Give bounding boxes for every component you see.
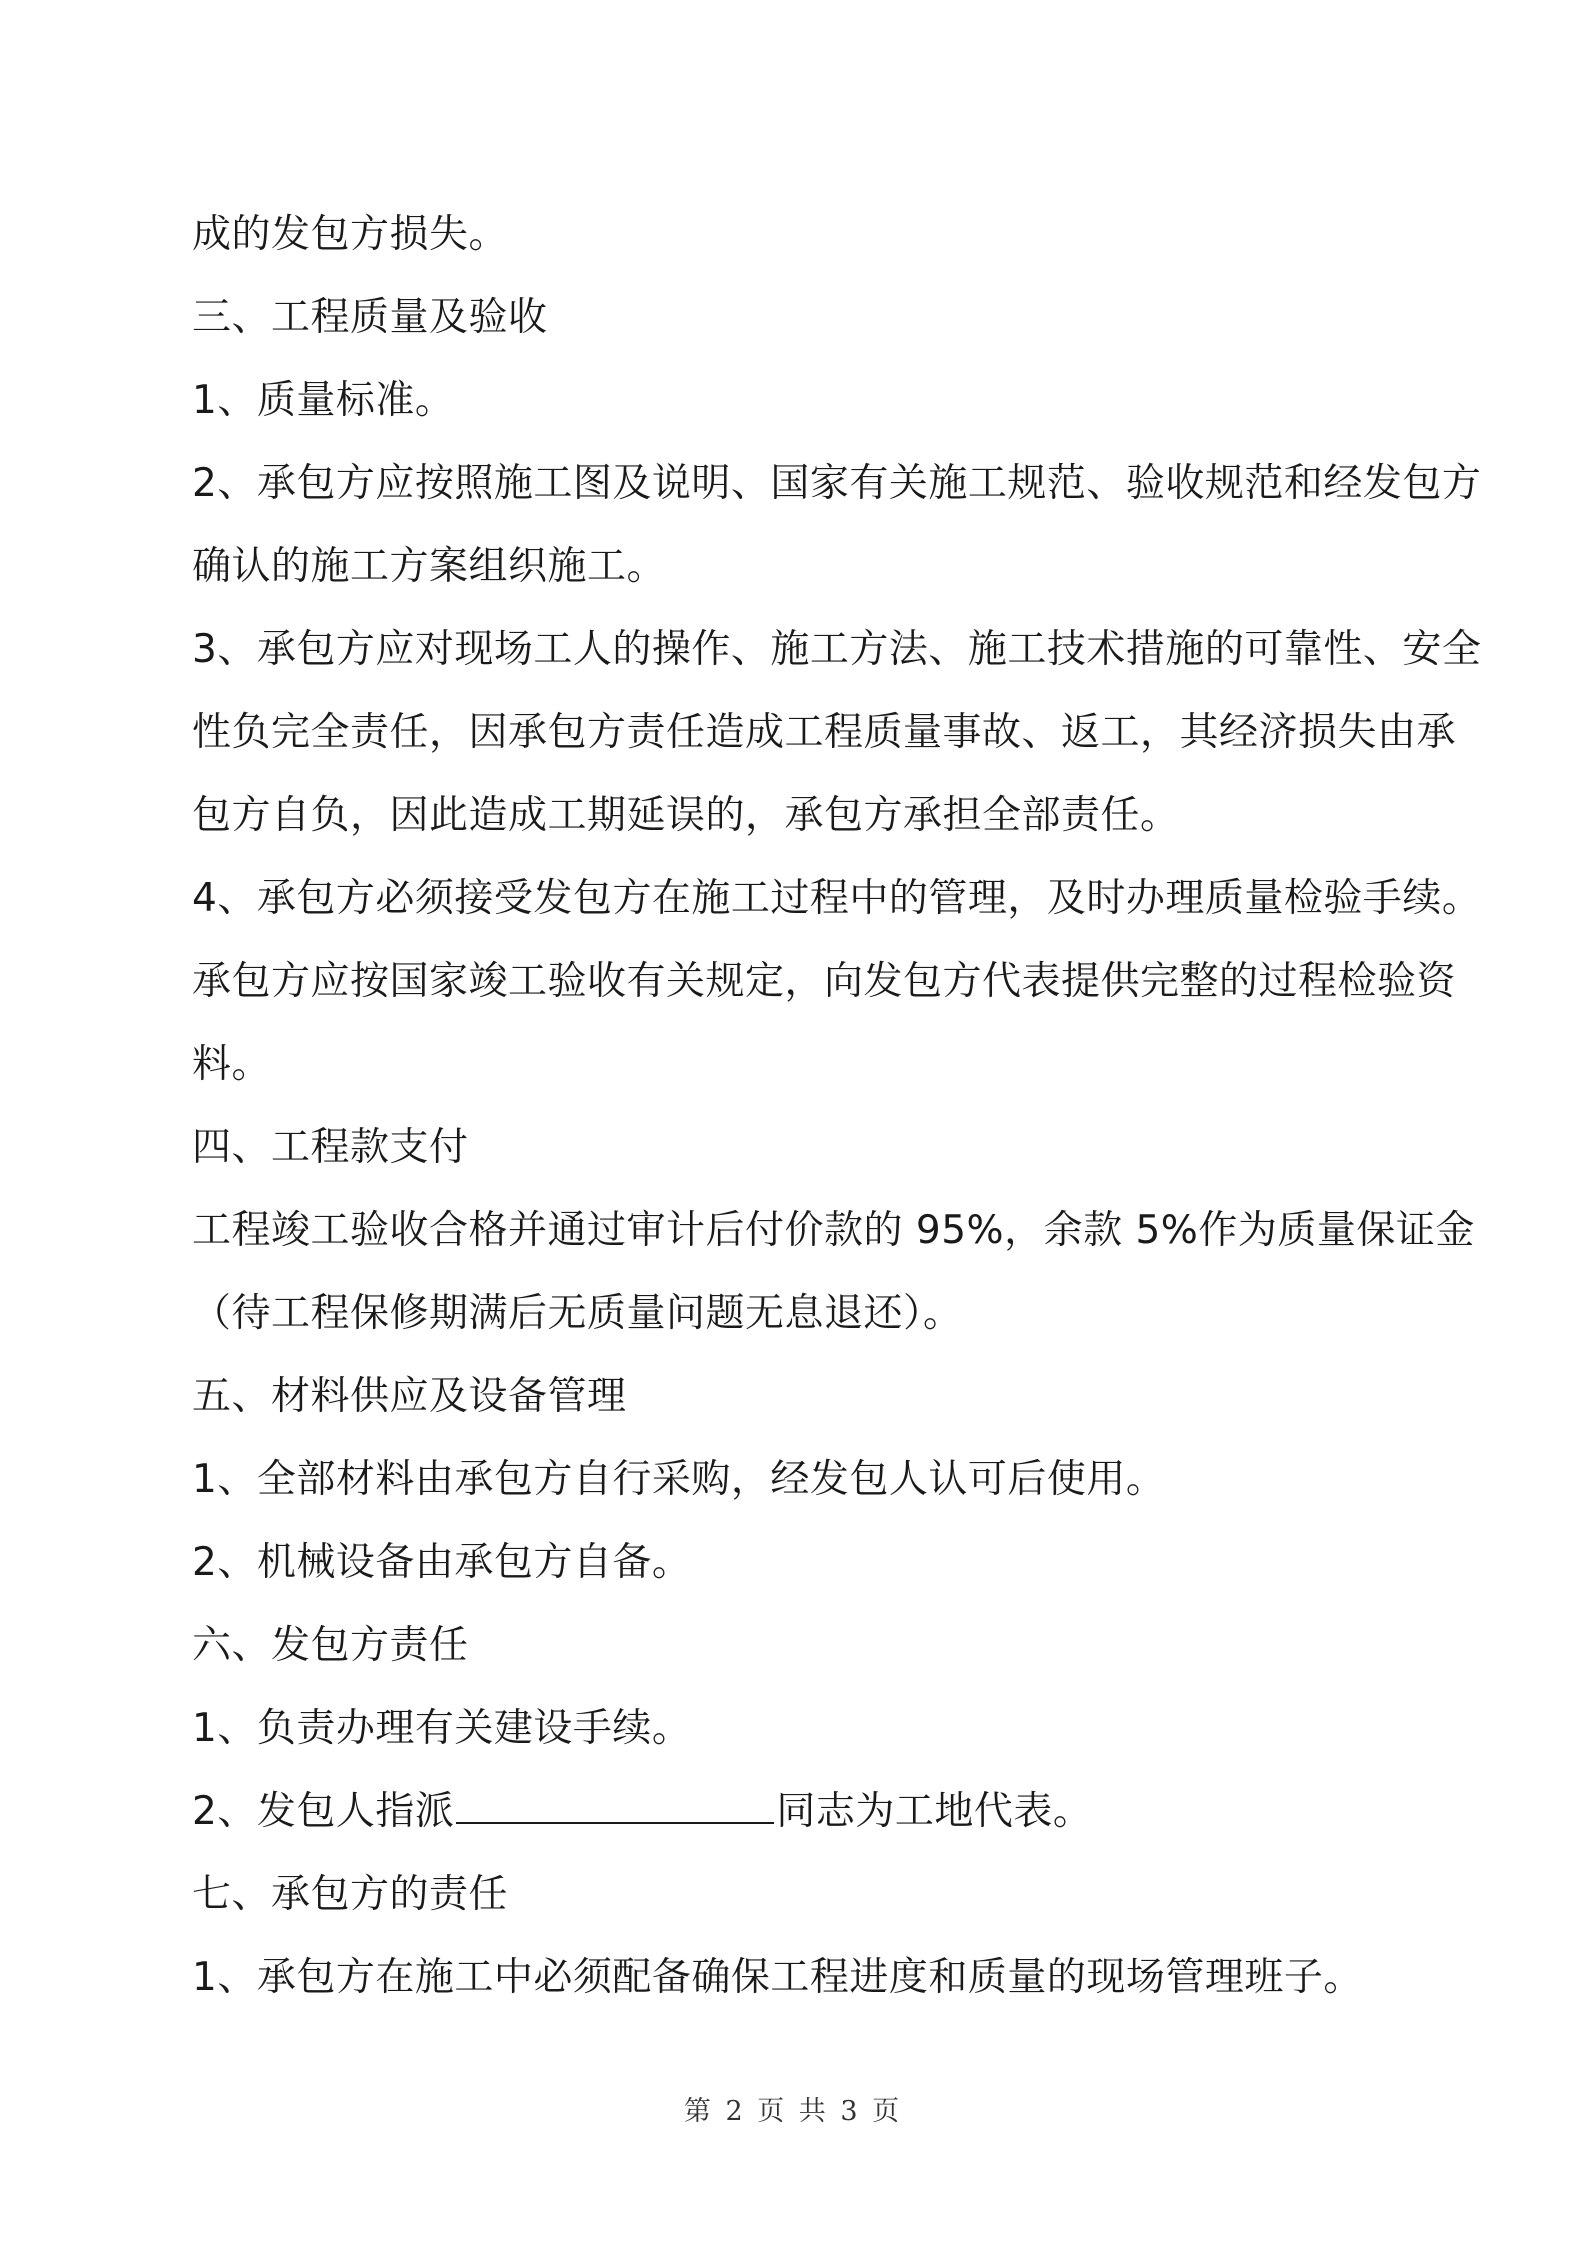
text-line: 包方自负，因此造成工期延误的，承包方承担全部责任。 (192, 793, 1180, 838)
text-line: 料。 (192, 1042, 272, 1087)
section-heading: 七、承包方的责任 (192, 1872, 509, 1917)
page-number: 第 2 页 共 3 页 (683, 2096, 903, 2127)
text-line: 4、承包方必须接受发包方在施工过程中的管理，及时办理质量检验手续。 (192, 876, 1482, 921)
document-body (192, 193, 1482, 2023)
blank-fill-line (192, 1770, 1422, 1853)
text-line: （待工程保修期满后无质量问题无息退还）。 (192, 1291, 963, 1336)
text-line: 1、负责办理有关建设手续。 (192, 1706, 692, 1751)
section-heading: 五、材料供应及设备管理 (192, 1374, 627, 1419)
text-line: 3、承包方应对现场工人的操作、施工方法、施工技术措施的可靠性、安全 (192, 627, 1482, 672)
text-line: 2、机械设备由承包方自备。 (192, 1540, 692, 1585)
text-line: 1、承包方在施工中必须配备确保工程进度和质量的现场管理班子。 (192, 1955, 1363, 2000)
text-line: 成的发包方损失。 (192, 212, 509, 257)
section-heading: 六、发包方责任 (192, 1623, 469, 1668)
blank-line-prefix: 2、发包人指派 (192, 1789, 455, 1834)
section-heading: 四、工程款支付 (192, 1125, 469, 1170)
text-line: 工程竣工验收合格并通过审计后付价款的 95%，余款 5%作为质量保证金 (192, 1208, 1475, 1253)
text-line: 1、质量标准。 (192, 378, 455, 423)
text-line: 性负完全责任，因承包方责任造成工程质量事故、返工，其经济损失由承 (192, 710, 1457, 755)
text-line: 承包方应按国家竣工验收有关规定，向发包方代表提供完整的过程检验资 (192, 959, 1457, 1004)
fill-in-blank[interactable] (456, 1777, 774, 1824)
text-line: 确认的施工方案组织施工。 (192, 544, 667, 589)
blank-line-suffix: 同志为工地代表。 (776, 1789, 1093, 1834)
section-heading: 三、工程质量及验收 (192, 295, 548, 340)
text-line: 2、承包方应按照施工图及说明、国家有关施工规范、验收规范和经发包方 (192, 461, 1482, 506)
text-line: 1、全部材料由承包方自行采购，经发包人认可后使用。 (192, 1457, 1166, 1502)
